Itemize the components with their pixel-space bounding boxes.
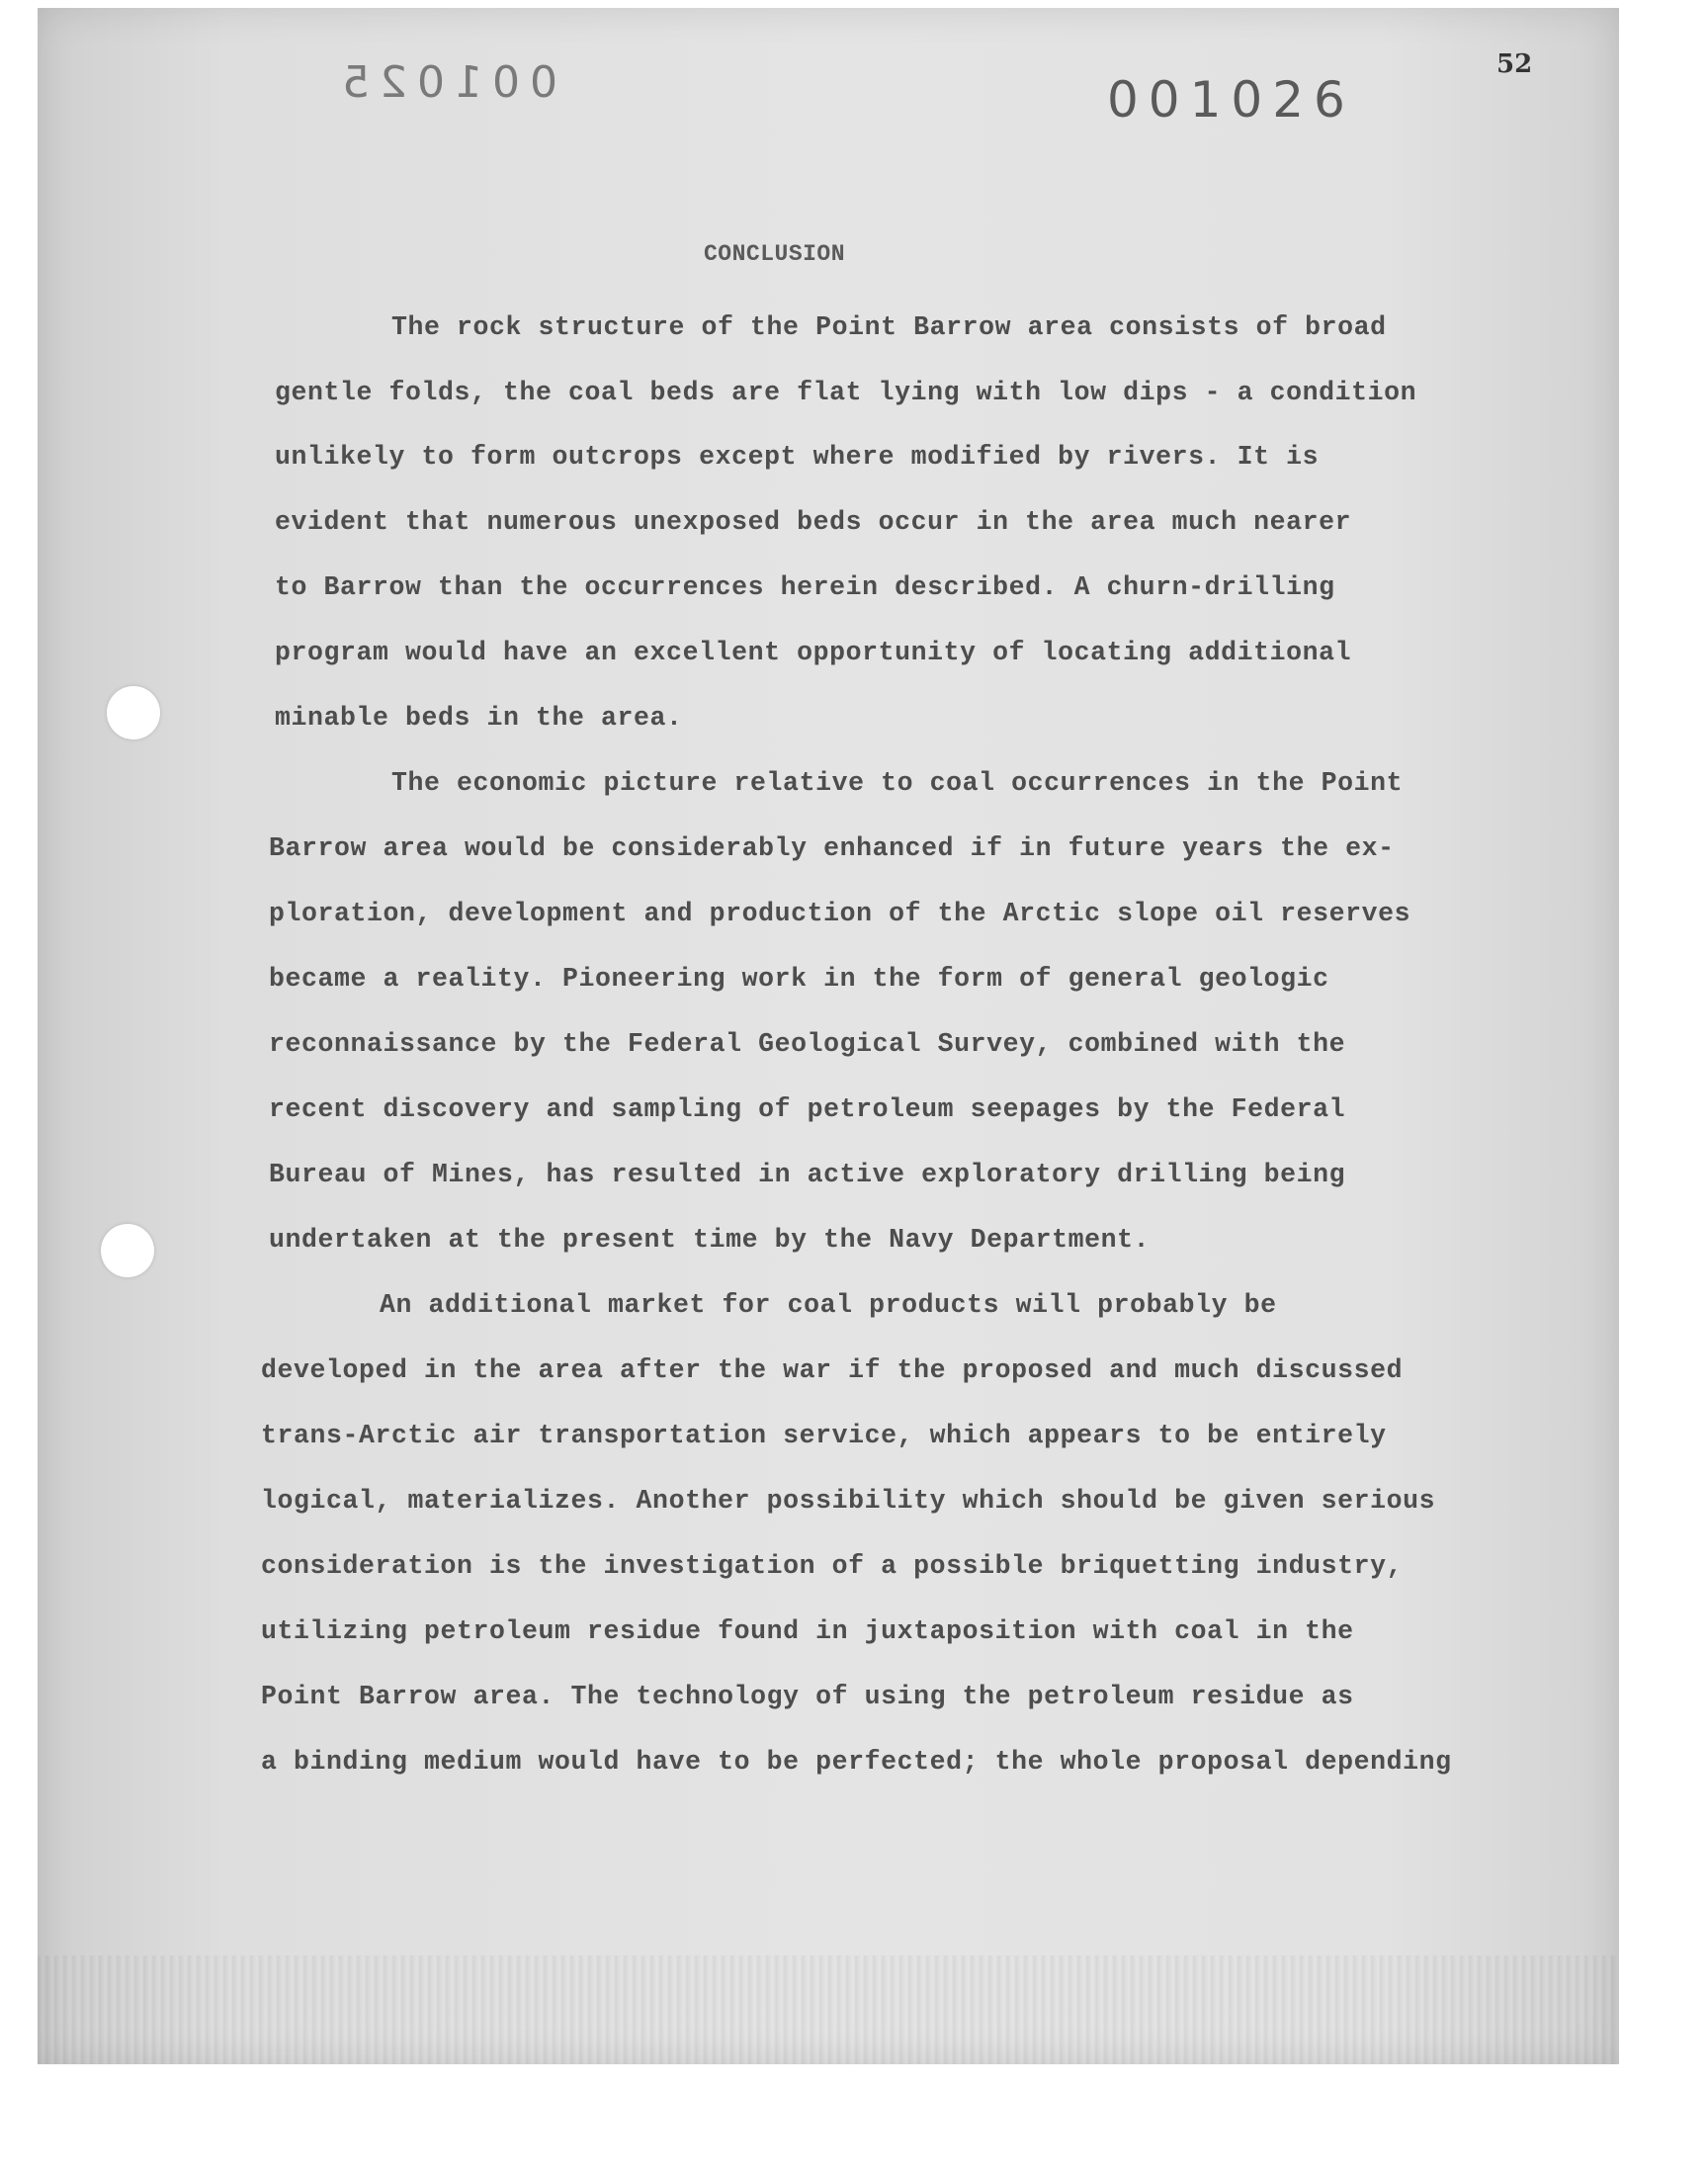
bleed-through-stamp: 001025	[332, 57, 557, 108]
paragraph-line: consideration is the investigation of a possible briquetting industry,	[261, 1551, 1404, 1581]
paragraph-line: to Barrow than the occurrences herein described. A churn-drilling	[275, 572, 1335, 602]
document-stamp-number: 001026	[1107, 71, 1355, 129]
paragraph-line: program would have an excellent opportunity of locating additional	[275, 638, 1352, 667]
paragraph-line: evident that numerous unexposed beds occur in the area much nearer	[275, 507, 1352, 537]
paragraph-line: undertaken at the present time by the Navy Department.	[269, 1225, 1151, 1255]
paragraph-line: became a reality. Pioneering work in the form of general geologic	[269, 964, 1329, 994]
paragraph-line: An additional market for coal products will probably be	[380, 1290, 1277, 1320]
paragraph-line: recent discovery and sampling of petroleum seepages by the Federal	[269, 1094, 1346, 1124]
scan-streak-artifact	[38, 1956, 1619, 2064]
paragraph-line: reconnaissance by the Federal Geological Survey, combined with the	[269, 1029, 1346, 1059]
paragraph-line: Barrow area would be considerably enhanced if in future years the ex-	[269, 833, 1395, 863]
paragraph-line: Bureau of Mines, has resulted in active exploratory drilling being	[269, 1160, 1346, 1189]
punch-hole	[101, 1224, 154, 1277]
page-number: 52	[1496, 49, 1533, 79]
paragraph-line: logical, materializes. Another possibility which should be given serious	[261, 1486, 1436, 1516]
paragraph-line: ploration, development and production of the Arctic slope oil reserves	[269, 899, 1411, 928]
paragraph-line: utilizing petroleum residue found in juxtaposition with coal in the	[261, 1616, 1354, 1646]
paragraph-line: minable beds in the area.	[275, 703, 683, 733]
paragraph-line: gentle folds, the coal beds are flat lying with low dips - a condition	[275, 378, 1417, 407]
paragraph-line: The rock structure of the Point Barrow area consists of broad	[391, 312, 1387, 342]
paragraph-line: Point Barrow area. The technology of using the petroleum residue as	[261, 1682, 1354, 1711]
punch-hole	[107, 686, 160, 740]
paragraph-line: developed in the area after the war if the proposed and much discussed	[261, 1355, 1404, 1385]
section-heading: CONCLUSION	[704, 241, 846, 267]
paragraph-line: trans-Arctic air transportation service, which appears to be entirely	[261, 1421, 1387, 1450]
paragraph-line: a binding medium would have to be perfected; the whole proposal depending	[261, 1747, 1452, 1777]
paragraph-line: The economic picture relative to coal occurrences in the Point	[391, 768, 1404, 798]
paragraph-line: unlikely to form outcrops except where modified by rivers. It is	[275, 442, 1320, 472]
